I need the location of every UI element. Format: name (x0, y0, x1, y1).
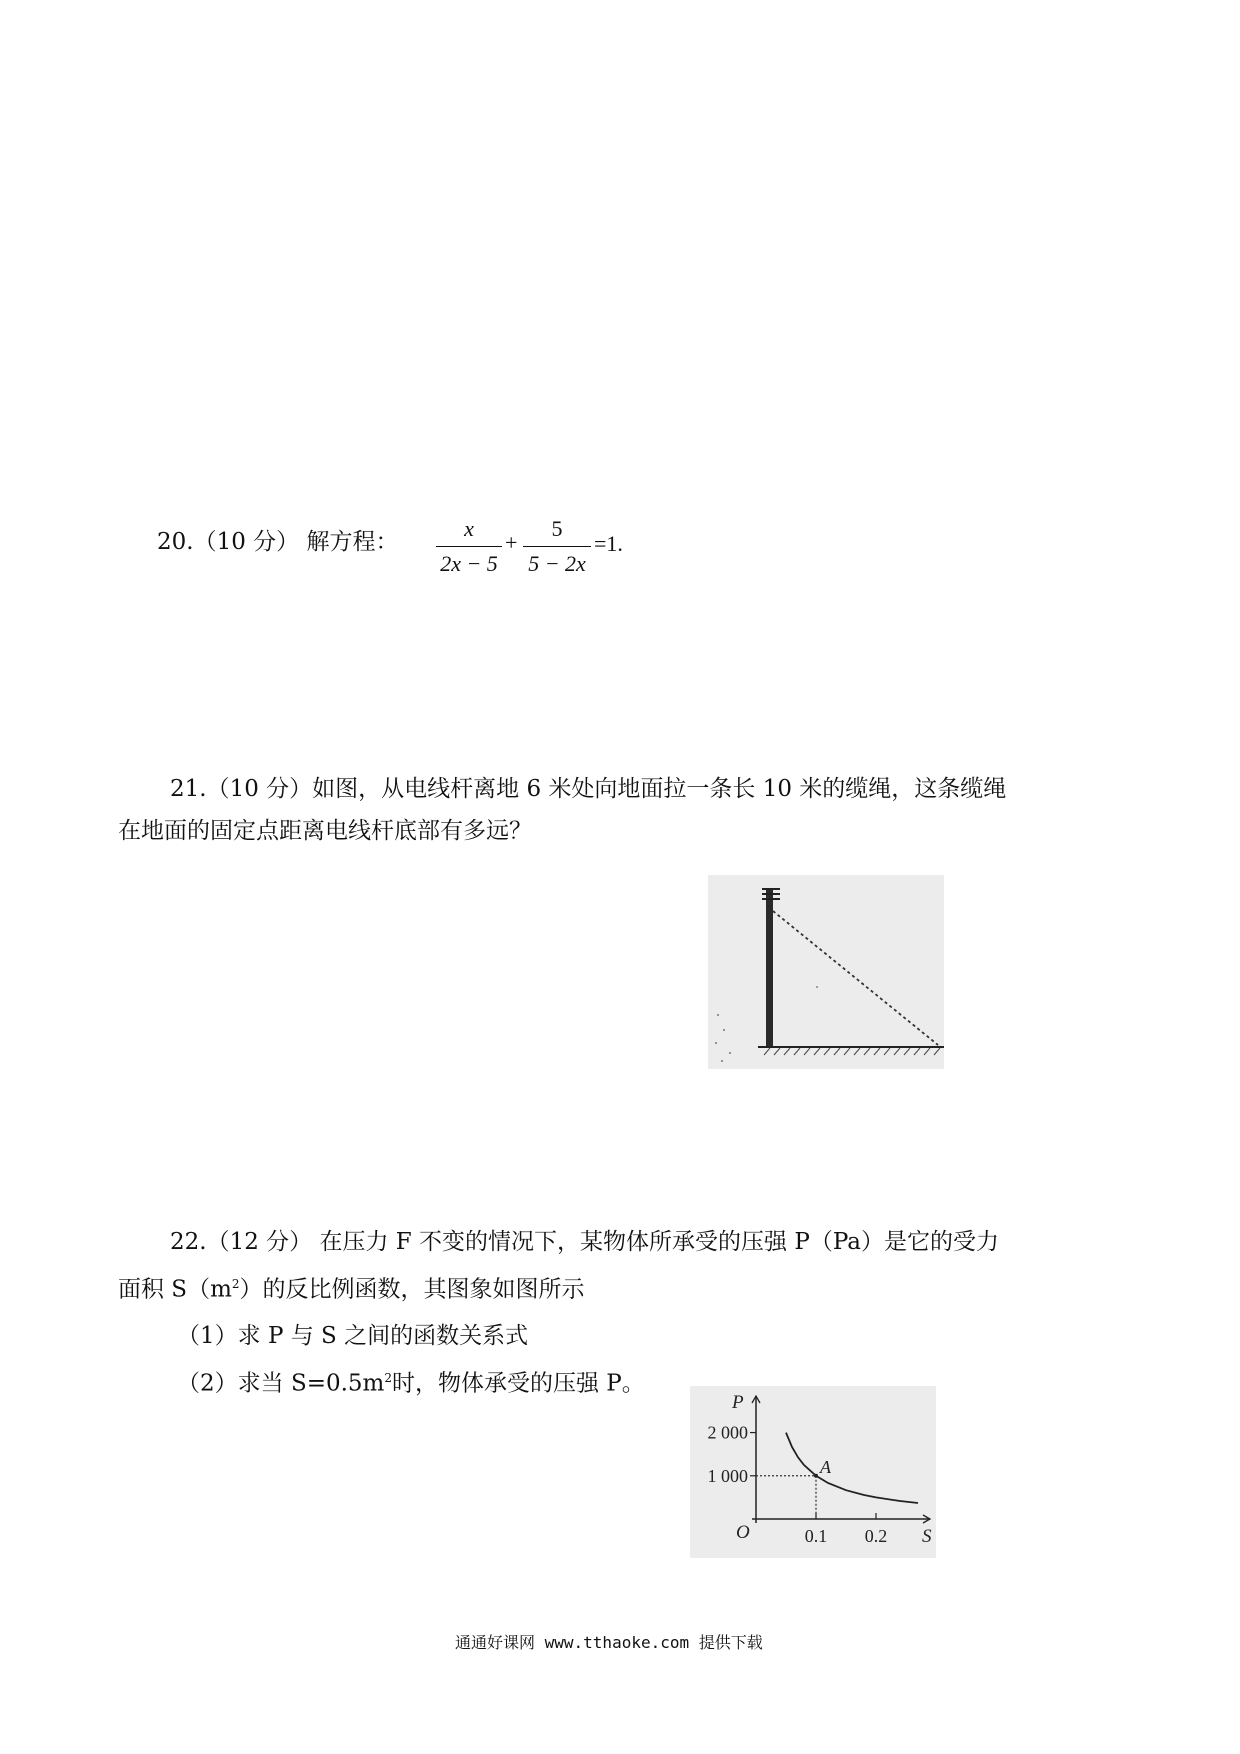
pressure-chart (690, 1386, 936, 1558)
q22-line2 (118, 1278, 585, 1302)
q20-prefix: 20.（10 分） 解方程： (157, 529, 399, 555)
pole (766, 889, 773, 1047)
x-tick-label-0: 0.1 (804, 1526, 828, 1546)
y-tick-label-0: 2 000 (707, 1422, 748, 1443)
q22-sub2-b: 时，物体承受的压强 P。 (392, 1370, 645, 1397)
x-tick-label-1: 0.2 (864, 1526, 888, 1546)
q21-line1: 21.（10 分）如图，从电线杆离地 6 米处向地面拉一条长 10 米的缆绳，这条缆绳 (170, 776, 1007, 802)
x-axis-label: S (922, 1526, 932, 1547)
pole-diagram (708, 875, 944, 1069)
q20-frac2-num: 5 (551, 516, 563, 541)
q22-line2-a: 面积 S（m (118, 1276, 232, 1303)
q22-line2-b: ）的反比例函数，其图象如图所示 (239, 1276, 585, 1303)
footer-text: 通通好课网 www.tthaoke.com 提供下载 (455, 1633, 763, 1652)
curve-series (786, 1433, 918, 1503)
q20-frac2-den: 5 − 2x (528, 551, 586, 576)
pressure-chart-svg (690, 1386, 936, 1558)
y-axis-label: P (732, 1392, 744, 1413)
y-tick-label-1: 1 000 (707, 1465, 748, 1486)
ground-hatching (764, 1048, 940, 1055)
q20-fraction-2 (523, 516, 591, 577)
q20-frac1-num: x (464, 516, 474, 541)
q22-line2-sup: 2 (231, 1277, 240, 1291)
q20-plus: + (505, 530, 518, 555)
q20-tail: =1. (594, 531, 623, 556)
origin-label: O (736, 1522, 750, 1543)
q22-sub1: （1）求 P 与 S 之间的函数关系式 (177, 1323, 529, 1349)
q21-line2: 在地面的固定点距离电线杆底部有多远？ (118, 818, 532, 844)
point-a (814, 1474, 818, 1478)
cable-line (773, 911, 938, 1045)
pole-figure (708, 875, 944, 1069)
q22-sub2-sup: 2 (384, 1371, 392, 1385)
point-a-label: A (820, 1456, 831, 1477)
q22-line1: 22.（12 分） 在压力 F 不变的情况下，某物体所承受的压强 P（Pa）是它的受力 (170, 1229, 999, 1255)
q20-frac1-den: 2x − 5 (440, 551, 498, 576)
q20-fraction-1 (436, 516, 502, 577)
q22-sub2-a: （2）求当 S=0.5m (177, 1370, 385, 1397)
q22-sub2 (177, 1372, 645, 1396)
